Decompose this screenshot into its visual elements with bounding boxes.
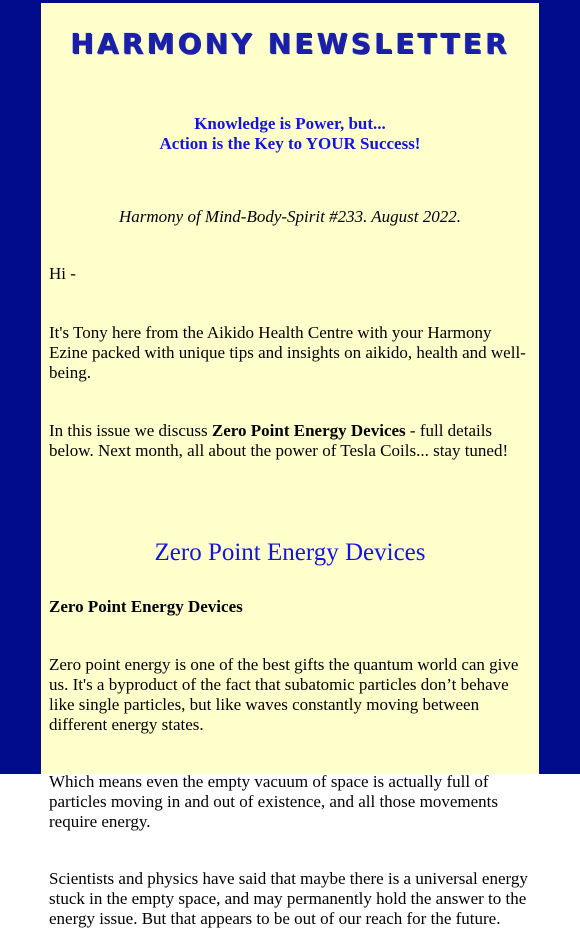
newsletter-masthead: HARMONY NEWSLETTER bbox=[70, 27, 510, 60]
discuss-text-before: In this issue we discuss bbox=[49, 421, 212, 440]
newsletter-body bbox=[41, 264, 539, 929]
issue-line: Harmony of Mind-Body-Spirit #233. August 2022. bbox=[118, 207, 462, 226]
tagline bbox=[41, 114, 539, 154]
greeting: Hi - bbox=[49, 264, 76, 283]
newsletter-page bbox=[41, 3, 539, 928]
article-paragraph: Scientists and physics have said that maybe there is a universal energy stuck in the empty space, and may permanently hold the answer to the energy issue. But that appears to be out of our reach for the future. bbox=[49, 869, 528, 928]
discuss-topic: Zero Point Energy Devices bbox=[211, 421, 406, 440]
tagline-line-2: Action is the Key to YOUR Success! bbox=[159, 134, 421, 153]
discuss-paragraph bbox=[49, 421, 531, 461]
article-paragraph: Zero point energy is one of the best gifts the quantum world can give us. It's a byproduct of the fact that subatomic particles don’t behave like single particles, but like waves constantly moving between different energy states. bbox=[49, 655, 519, 734]
tagline-line-1: Knowledge is Power, but... bbox=[194, 114, 386, 133]
article-paragraph: Which means even the empty vacuum of space is actually full of particles moving in and out of existence, and all those movements require energy. bbox=[49, 772, 498, 831]
discuss-text-after: - full details below. Next month, all about the power of Tesla Coils... stay tuned! bbox=[49, 421, 509, 460]
section-title: Zero Point Energy Devices bbox=[154, 539, 426, 566]
article-subheading: Zero Point Energy Devices bbox=[49, 597, 243, 616]
intro-paragraph: It's Tony here from the Aikido Health Centre with your Harmony Ezine packed with unique tips and insights on aikido, health and well-being. bbox=[49, 323, 526, 382]
